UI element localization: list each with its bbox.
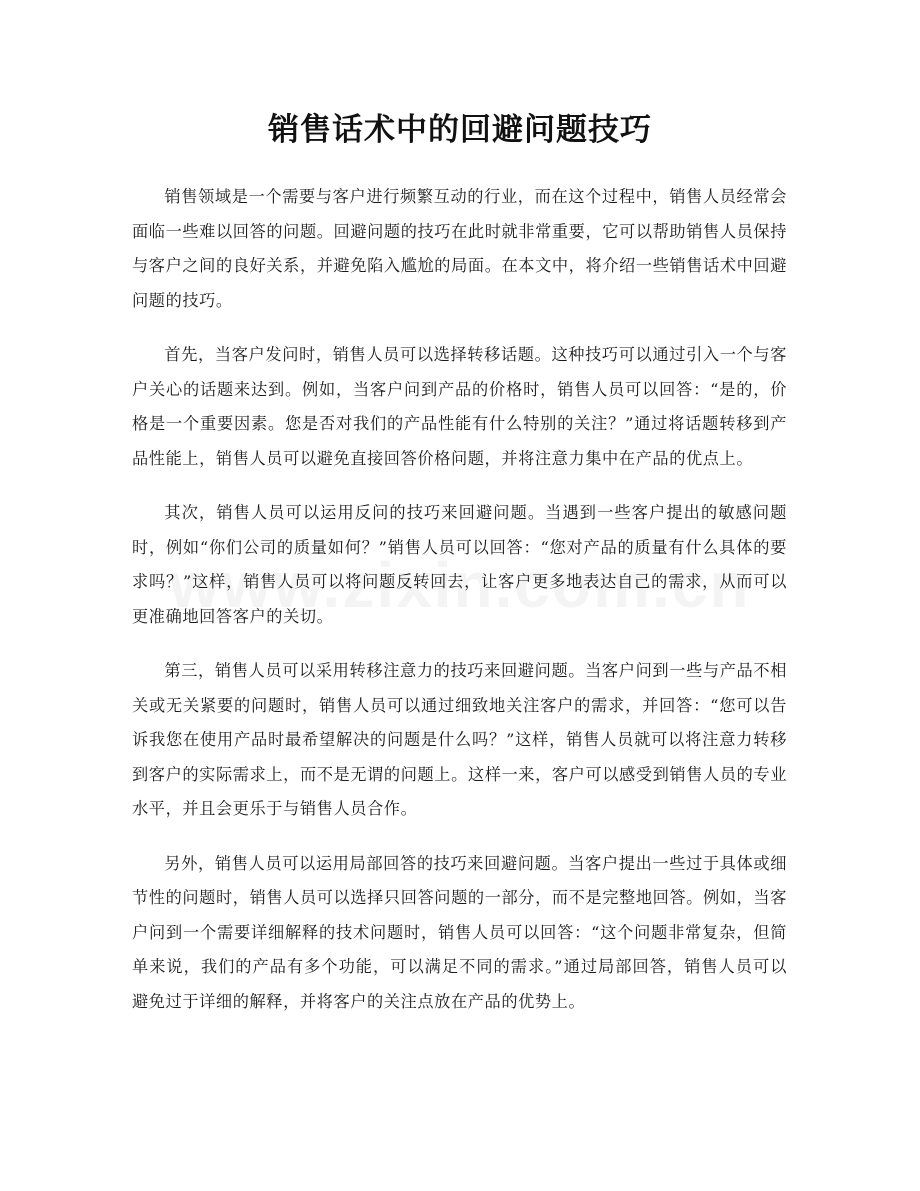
document-body [132,180,787,1039]
paragraph-intro: 销售领域是一个需要与客户进行频繁互动的行业，而在这个过程中，销售人员经常会面临一些难以回答的问题。回避问题的技巧在此时就非常重要，它可以帮助销售人员保持与客户之间的良好关系，并避免陷入尴尬的局面。在本文中，将介绍一些销售话术中回避问题的技巧。 [132,187,787,310]
page-title: 销售话术中的回避问题技巧 [268,112,652,148]
paragraph-change-topic: 首先，当客户发问时，销售人员可以选择转移话题。这种技巧可以通过引入一个与客户关心的话题来达到。例如，当客户问到产品的价格时，销售人员可以回答：“是的，价格是一个重要因素。您是否对我们的产品性能有什么特别的关注？”通过将话题转移到产品性能上，销售人员可以避免直接回答价格问题，并将注意力集中在产品的优点上。 [132,345,787,468]
paragraph-counter-question: 其次，销售人员可以运用反问的技巧来回避问题。当遇到一些客户提出的敏感问题时，例如“你们公司的质量如何？”销售人员可以回答：“您对产品的质量有什么具体的要求吗？”这样，销售人员可以将问题反转回去，让客户更多地表达自己的需求，从而可以更准确地回答客户的关切。 [132,503,787,626]
paragraph-partial-answer: 另外，销售人员可以运用局部回答的技巧来回避问题。当客户提出一些过于具体或细节性的问题时，销售人员可以选择只回答问题的一部分，而不是完整地回答。例如，当客户问到一个需要详细解释的技术问题时，销售人员可以回答：“这个问题非常复杂，但简单来说，我们的产品有多个功能，可以满足不同的需求。”通过局部回答，销售人员可以避免过于详细的解释，并将客户的关注点放在产品的优势上。 [132,853,787,1011]
paragraph-shift-attention: 第三，销售人员可以采用转移注意力的技巧来回避问题。当客户问到一些与产品不相关或无关紧要的问题时，销售人员可以通过细致地关注客户的需求，并回答：“您可以告诉我您在使用产品时最希望解决的问题是什么吗？”这样，销售人员就可以将注意力转移到客户的实际需求上，而不是无谓的问题上。这样一来，客户可以感受到销售人员的专业水平，并且会更乐于与销售人员合作。 [132,661,787,818]
